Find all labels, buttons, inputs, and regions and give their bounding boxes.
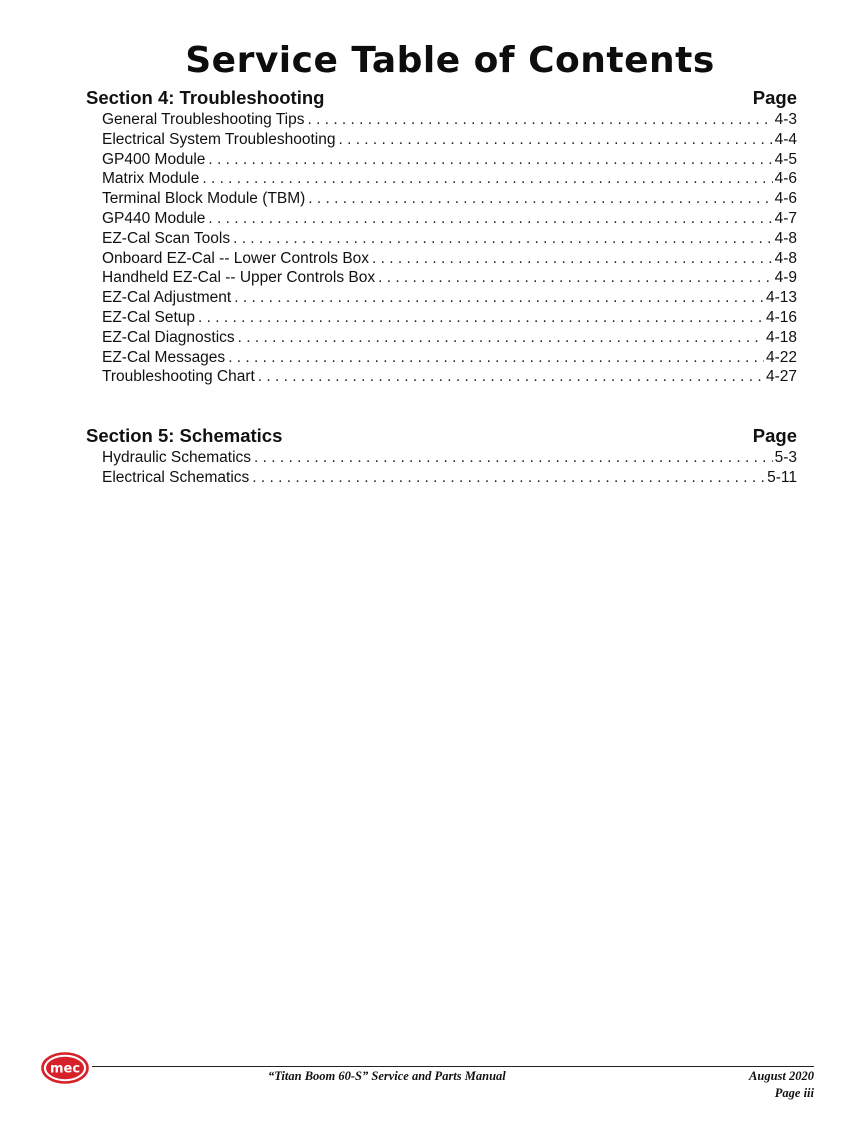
dot-leader	[307, 110, 772, 130]
entry-title: Matrix Module	[102, 170, 200, 188]
toc-entry[interactable]	[102, 328, 797, 348]
toc-entry[interactable]	[102, 348, 797, 368]
page-column-label: Page	[752, 87, 797, 108]
page-column-label: Page	[752, 425, 797, 446]
toc-entry[interactable]	[102, 229, 797, 249]
entry-title: GP400 Module	[102, 150, 206, 168]
toc-entry[interactable]	[102, 209, 797, 229]
dot-leader	[252, 468, 765, 488]
entry-page: 4-6	[774, 170, 797, 188]
entry-page: 4-7	[774, 209, 797, 227]
toc-entry[interactable]	[102, 308, 797, 328]
dot-leader	[254, 448, 773, 468]
toc-entry[interactable]	[102, 150, 797, 170]
page-title: Service Table of Contents	[185, 40, 715, 81]
entry-title: Electrical Schematics	[102, 468, 250, 486]
toc-section-5	[86, 424, 797, 488]
toc-entry[interactable]	[102, 367, 797, 387]
entry-page: 4-27	[765, 368, 797, 386]
dot-leader	[238, 328, 764, 348]
entry-page: 4-6	[774, 190, 797, 208]
entry-page: 4-5	[774, 150, 797, 168]
entry-page: 4-3	[774, 111, 797, 128]
entry-page: 4-9	[774, 269, 797, 287]
entry-page: 4-18	[765, 328, 797, 346]
entry-title: EZ-Cal Messages	[102, 348, 226, 366]
entry-title: EZ-Cal Setup	[102, 308, 196, 326]
entry-title: Handheld EZ-Cal -- Upper Controls Box	[102, 269, 376, 287]
mec-logo-icon	[41, 1052, 89, 1084]
section-title: Section 5: Schematics	[86, 425, 283, 446]
entry-title: EZ-Cal Diagnostics	[102, 328, 235, 346]
logo-text: mec	[49, 1061, 81, 1077]
entry-page: 5-3	[774, 449, 797, 466]
toc-entry[interactable]	[102, 448, 797, 468]
dot-leader	[208, 150, 772, 170]
entry-page: 4-22	[765, 348, 797, 366]
entry-page: 4-8	[774, 249, 797, 267]
dot-leader	[202, 169, 772, 189]
section-header	[86, 424, 797, 448]
toc-entry[interactable]	[102, 249, 797, 269]
dot-leader	[378, 268, 773, 288]
toc-entry[interactable]	[102, 468, 797, 488]
section-title: Section 4: Troubleshooting	[86, 87, 325, 108]
toc-entry[interactable]	[102, 268, 797, 288]
entry-title: Onboard EZ-Cal -- Lower Controls Box	[102, 249, 370, 267]
entry-title: Electrical System Troubleshooting	[102, 130, 336, 148]
entry-title: Hydraulic Schematics	[102, 449, 252, 466]
toc-entry[interactable]	[102, 110, 797, 130]
entry-title: EZ-Cal Adjustment	[102, 289, 232, 307]
dot-leader	[198, 308, 764, 328]
dot-leader	[208, 209, 772, 229]
footer-rule	[92, 1066, 814, 1067]
toc-entry[interactable]	[102, 288, 797, 308]
entry-page: 4-13	[765, 289, 797, 307]
entry-title: Troubleshooting Chart	[102, 368, 255, 386]
entry-page: 4-8	[774, 229, 797, 247]
entry-page: 4-4	[774, 130, 797, 148]
entry-title: GP440 Module	[102, 209, 206, 227]
dot-leader	[372, 249, 773, 269]
entry-title: General Troubleshooting Tips	[102, 111, 305, 128]
dot-leader	[308, 189, 772, 209]
dot-leader	[233, 229, 773, 249]
dot-leader	[338, 130, 772, 150]
dot-leader	[258, 367, 764, 387]
dot-leader	[228, 348, 764, 368]
entry-page: 4-16	[765, 308, 797, 326]
entry-title: Terminal Block Module (TBM)	[102, 190, 306, 208]
entry-title: EZ-Cal Scan Tools	[102, 229, 231, 247]
section-header	[86, 86, 797, 110]
toc-entry-list	[86, 110, 797, 387]
footer-manual-title: “Titan Boom 60-S” Service and Parts Manual	[268, 1069, 506, 1083]
toc-entry[interactable]	[102, 169, 797, 189]
dot-leader	[234, 288, 764, 308]
entry-page: 5-11	[767, 468, 797, 486]
footer-page-number: Page iii	[774, 1086, 814, 1100]
toc-entry[interactable]	[102, 130, 797, 150]
toc-section-4	[86, 86, 797, 387]
toc-entry-list	[86, 448, 797, 488]
footer-date: August 2020	[749, 1069, 814, 1083]
toc-entry[interactable]	[102, 189, 797, 209]
